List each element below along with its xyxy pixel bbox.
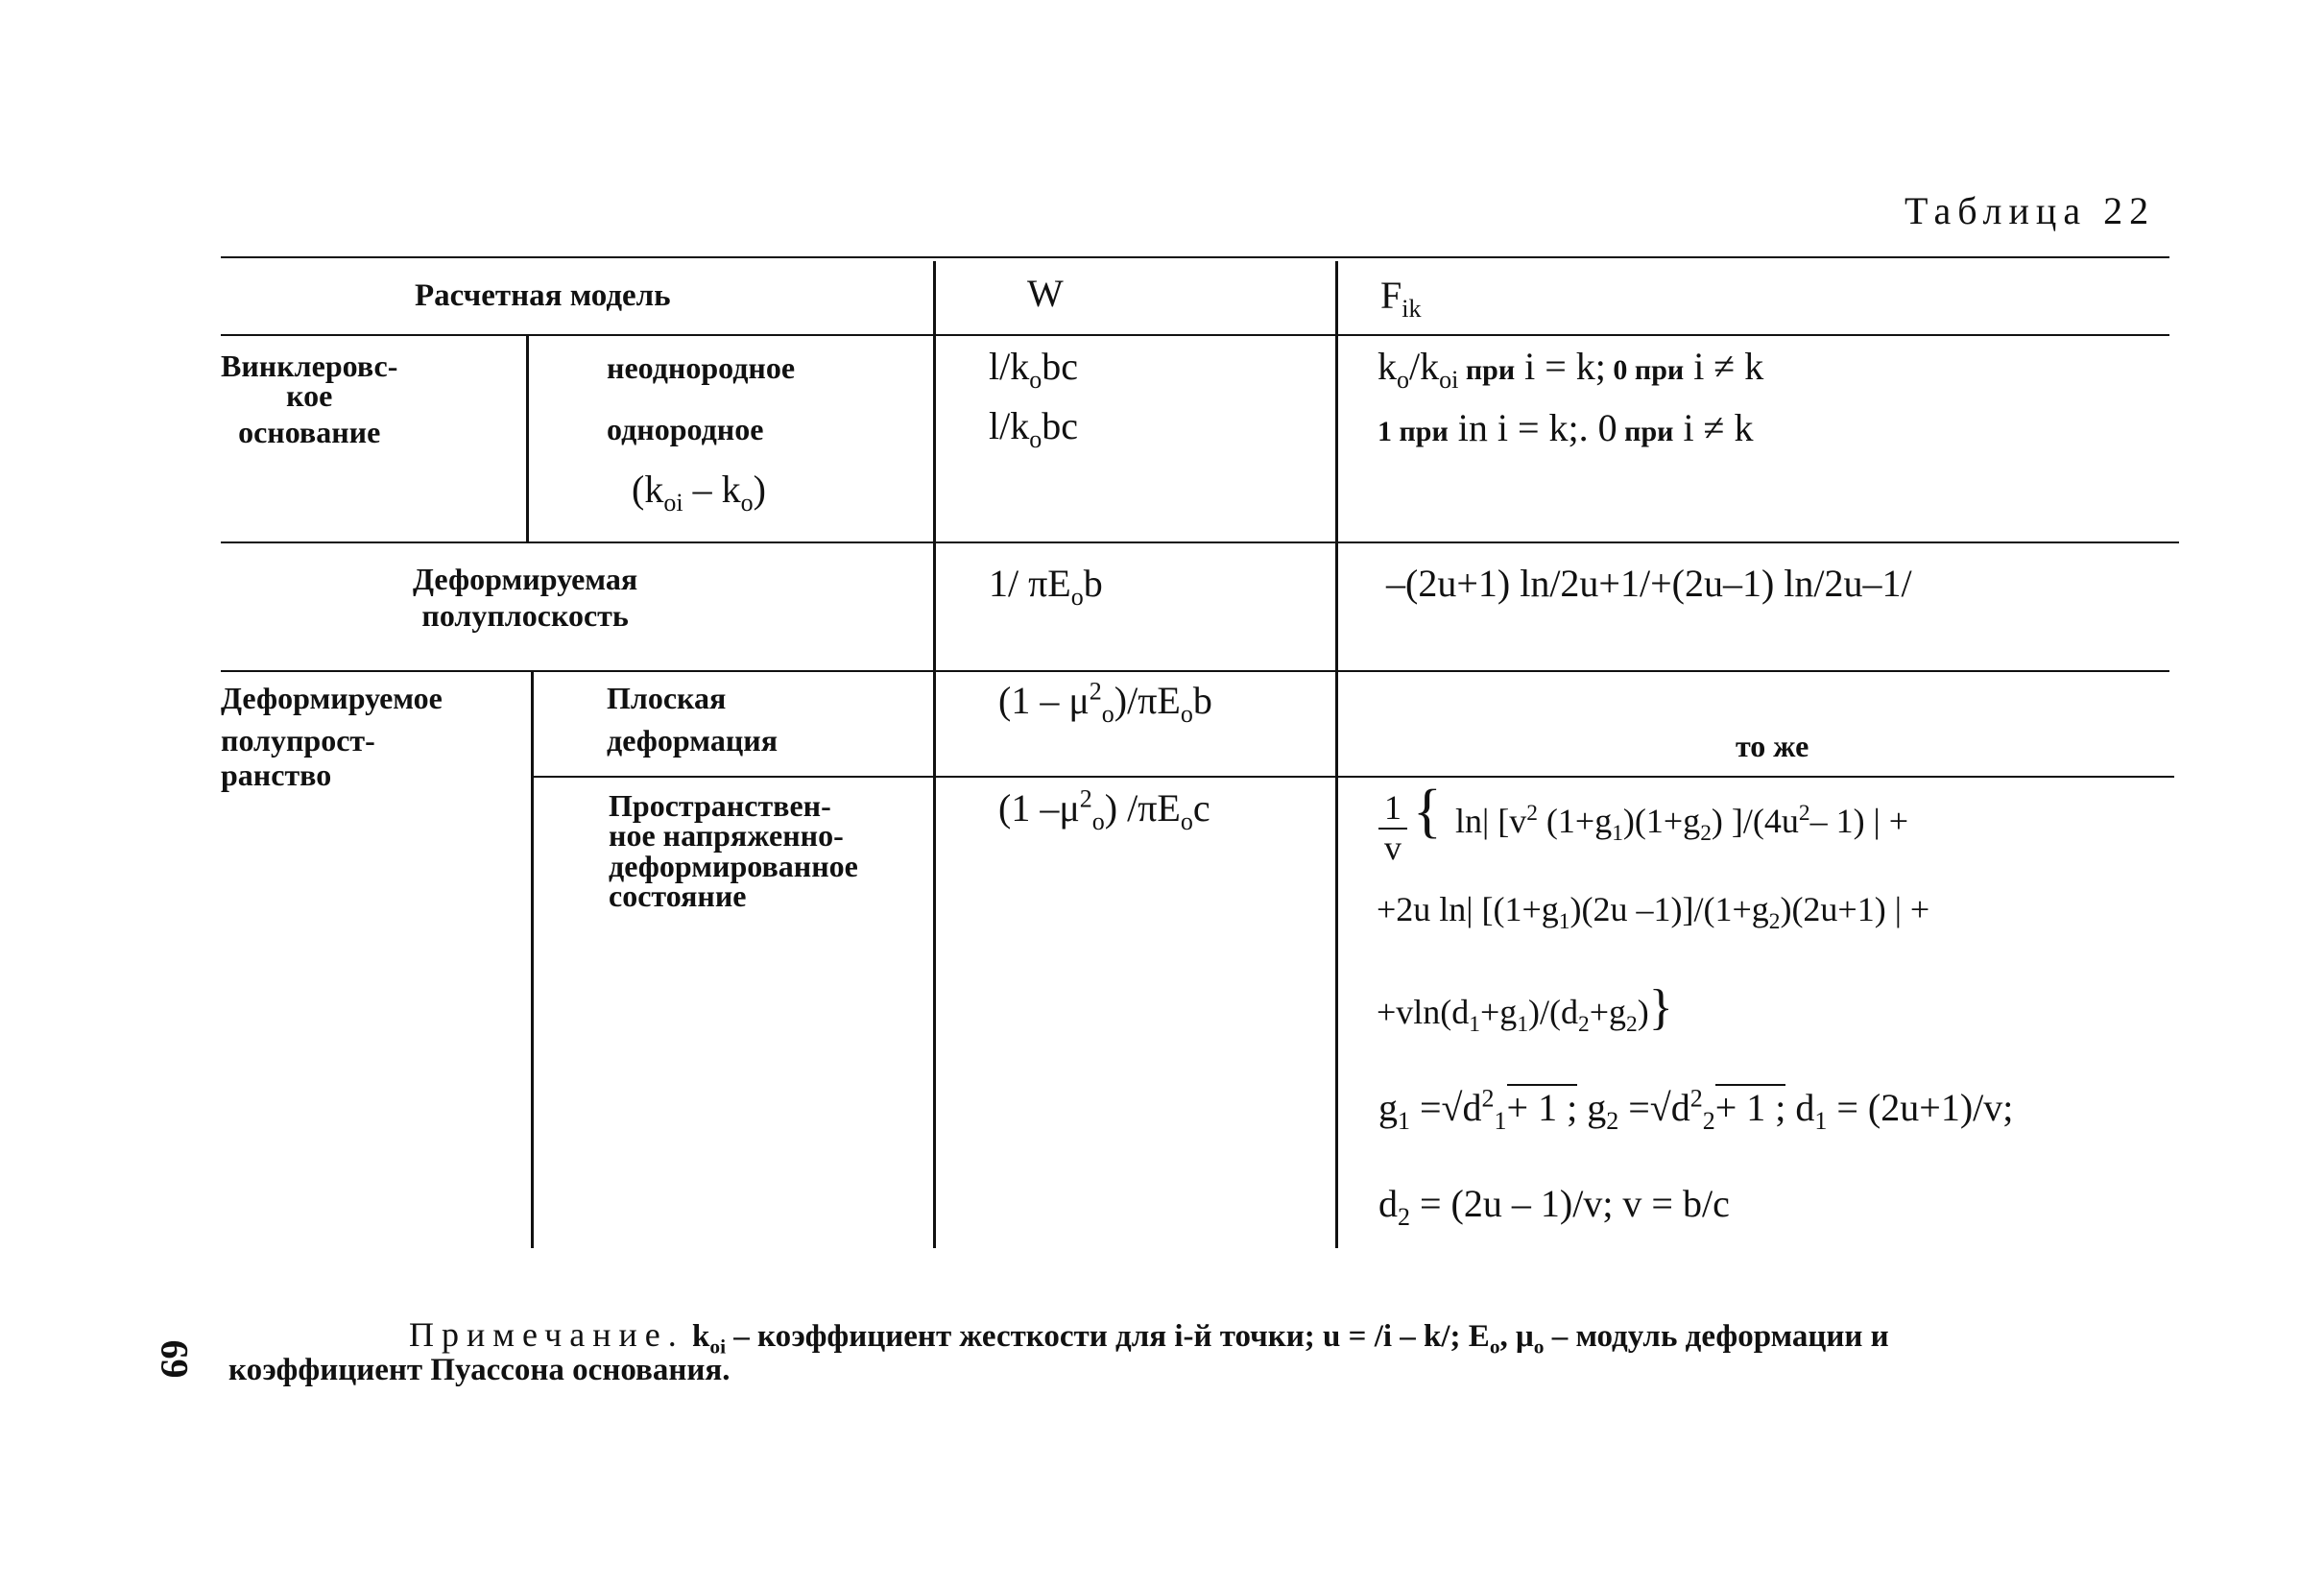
halfspace-label-line: Деформируемое [221, 681, 443, 715]
winkler-subcol-divider [526, 336, 529, 541]
winkler-w-homogeneous: $l/k_obc$ [989, 404, 1078, 453]
winkler-f-inhomogeneous: $k_o/k_{oi}$ при i = k; 0 при i ≠ k [1378, 345, 1764, 394]
winkler-w-inhomogeneous: $l/k_obc$ [989, 345, 1078, 394]
close-brace-icon: } [1648, 980, 1673, 1035]
spatial-state-label-line: состояние [609, 878, 747, 914]
halfplane-label [413, 563, 637, 634]
halfspace-label-line: полупрост- [221, 722, 375, 758]
note-title: Примечание. [409, 1315, 684, 1354]
col-divider-f [1335, 261, 1338, 1248]
spatial-state-label-line: Пространствен- [609, 788, 831, 823]
plane-strain-bottom-rule [533, 776, 2174, 778]
winkler-sub-formula: $(k_{oi} - k_o)$ [632, 468, 766, 517]
plane-strain-f-same: то же [1736, 729, 1809, 763]
winkler-label-line: Винклеровс- [221, 349, 398, 383]
halfplane-bottom-rule [221, 670, 2169, 672]
spatial-f-d-definitions: $d_2 = (2u - 1)/v$; v = b/c [1378, 1182, 1730, 1231]
plane-strain-label [607, 682, 778, 758]
fraction-denominator: v [1384, 828, 1402, 867]
header-f-sub: ik [1402, 295, 1422, 323]
winkler-inhomogeneous: неоднородное [607, 350, 796, 385]
winkler-f-homogeneous: 1 при in i = k;. 0 при i ≠ k [1378, 406, 1754, 449]
halfspace-label-line: ранство [221, 757, 332, 792]
halfspace-subcol-divider [531, 672, 534, 1248]
spatial-state-label [609, 788, 858, 914]
halfplane-label-line: полуплоскость [421, 597, 629, 633]
header-f-base: F [1380, 274, 1402, 317]
spatial-state-label-line: ное напряженно- [609, 818, 844, 854]
header-model: Расчетная модель [415, 278, 671, 313]
page-number: 69 [153, 1339, 197, 1379]
spatial-f-line3: $+vln(d_1+g_1)/(d_2+g_2)$} [1377, 980, 1673, 1038]
note-line-2: коэффициент Пуассона основания. [228, 1352, 731, 1387]
plane-strain-label-line: деформация [607, 722, 778, 758]
winkler-bottom-rule [221, 541, 2179, 543]
spatial-state-label-line: деформированное [609, 848, 858, 883]
spatial-f-line2: +2u ln| [$(1+g_1)(2u$ $-1)]/(1+g_2)(2u+1)$ | + [1377, 890, 1930, 935]
winkler-label-line: кое [286, 378, 333, 414]
header-w: W [1027, 272, 1064, 315]
spatial-state-w: (1 $-\mu^2_o$) $/\pi E_oc$ [998, 784, 1210, 835]
fraction-numerator: 1 [1378, 789, 1407, 830]
note-line-1: Примечание. $k_{oi}$ – коэффициент жесткости для i-й точки; u = /i – k/; $E_o$, $\mu_o$ – модуль деформации и [409, 1315, 1889, 1359]
winkler-label-line: основание [238, 414, 381, 449]
header-f [1380, 273, 1422, 323]
halfspace-label [221, 682, 443, 792]
spatial-f-fraction [1378, 789, 1407, 867]
halfplane-w: 1/ $\pi E_ob$ [989, 562, 1103, 611]
col-divider-w [933, 261, 936, 1248]
spatial-f-line1: ln| [$v^2$ $(1+g_1)(1+g_2)$ ]$/(4u^2-$ 1) | + [1455, 801, 1909, 847]
open-brace-icon: { [1413, 779, 1442, 844]
plane-strain-label-line: Плоская [607, 681, 727, 715]
plane-strain-w: $(1 - \mu^2_o)/\pi E_ob$ [998, 677, 1212, 728]
halfplane-label-line: Деформируемая [413, 562, 638, 596]
table-note [228, 1317, 1889, 1386]
spatial-f-g-definitions: $g_1 =√d^2_1+ 1$ ; $g_2 =√d^2_2+ 1$ ; $d_1 = (2u+1)/v$; [1378, 1084, 2014, 1135]
winkler-homogeneous: однородное [607, 412, 764, 446]
table-top-rule [221, 256, 2169, 258]
halfplane-f: –(2u+1) ln/2u+1/+(2u–1) ln/2u–1/ [1386, 562, 1912, 605]
header-bottom-rule [221, 334, 2169, 336]
winkler-label [221, 351, 397, 447]
table-caption: Таблица 22 [1905, 189, 2156, 232]
